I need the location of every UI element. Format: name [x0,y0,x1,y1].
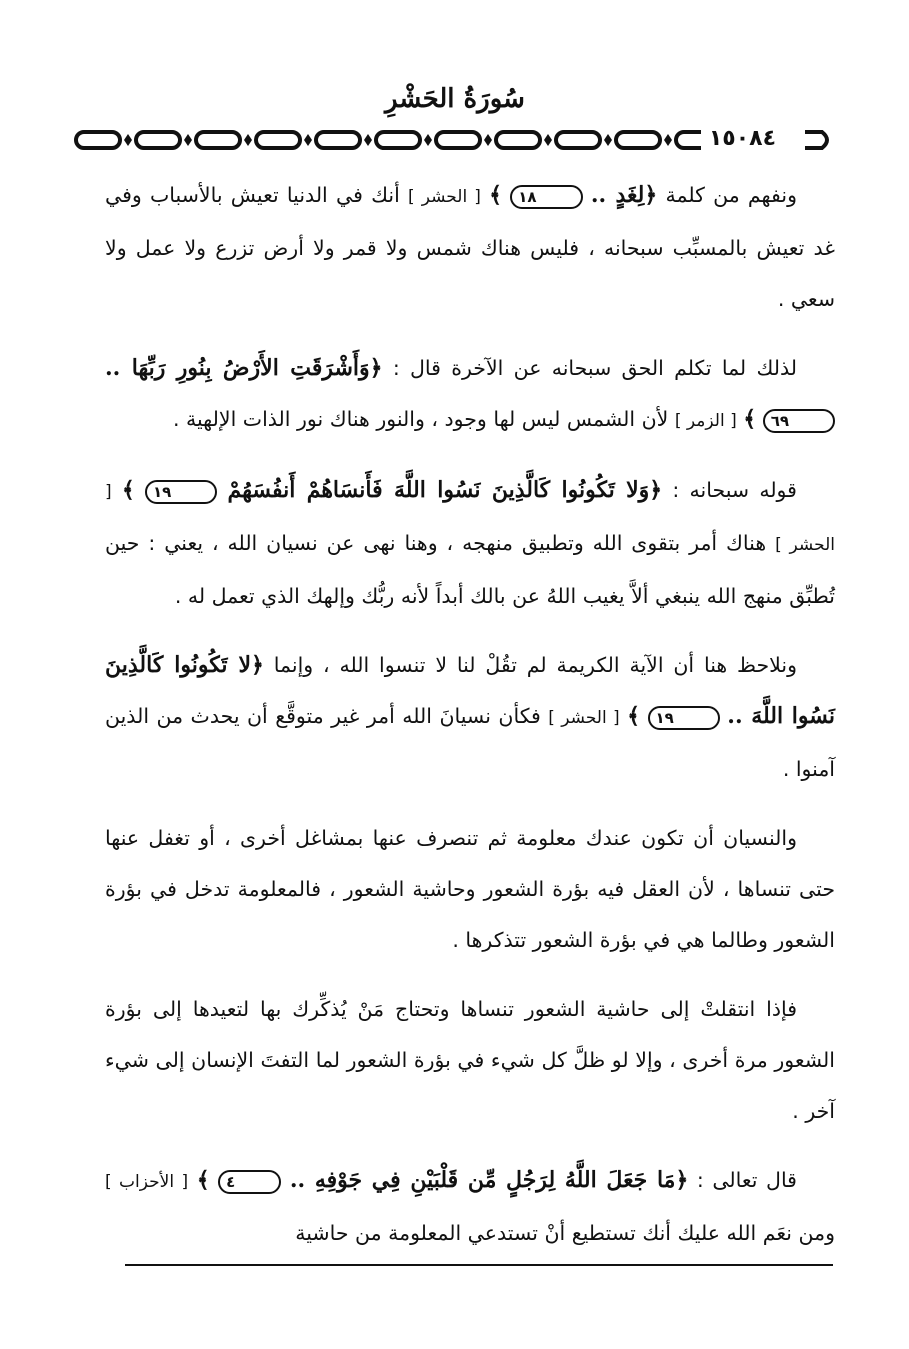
quran-verse: ﴿لِغَدٍ .. [590,182,658,208]
surah-reference: [ الأحزاب ] [105,1172,189,1192]
paragraph-text: فكأن نسيانَ الله أمر غير متوقَّع أن يحدث من الذين آمنوا . [105,704,835,781]
paragraph [105,170,835,325]
paragraph-text: ونلاحظ هنا أن الآية الكريمة لم تقُلْ لنا لا تنسوا الله ، وإنما [273,653,798,677]
quran-verse: ﴿لا تَكُونُوا كَالَّذِينَ نَسُوا اللَّهَ .. [105,652,835,729]
page-number: ١٥٠٨٤ [701,125,784,153]
bottom-divider [125,1264,833,1266]
verse-number: ١٩ [145,480,217,504]
paragraph [105,640,835,795]
verse-number: ١٩ [648,706,720,730]
surah-reference: [ الحشر ] [548,708,620,728]
quran-verse: ﴿وَأَشْرَقَتِ الأَرْضُ بِنُورِ رَبِّهَا .. [105,355,383,381]
quran-bracket: ﴾ [489,182,503,208]
verse-number: ٦٩ [763,409,835,433]
verse-number: ٤ [218,1170,281,1194]
paragraph-text: قوله سبحانه : [672,478,797,502]
quran-bracket: ﴾ [627,703,641,729]
surah-reference: [ الحشر ] [408,187,481,207]
paragraph-text: هناك أمر بتقوى الله وتطبيق منهجه ، وهنا نهى عن نسيان الله ، يعني : حين تُطبِّق منهج الله ينبغي ألاَّ يغيب اللهُ عن بالك أبداً لأنه ربُّك وإلهك الذي تعمل له . [105,531,835,608]
paragraph-text: والنسيان أن تكون عندك معلومة ثم تنصرف عنها بمشاغل أخرى ، أو تغفل عنها حتى تنساها ، لأن العقل فيه بؤرة الشعور وحاشية الشعور ، فالمعلومة تدخل في بؤرة الشعور وطالما هي في بؤرة الشعور تتذكرها . [105,826,835,952]
paragraph-text: ومن نعَم الله عليك أنك تستطيع أنْ تستدعي المعلومة من حاشية [295,1221,835,1245]
paragraph [105,465,835,622]
body-text [105,170,835,1277]
paragraph-text: ونفهم من كلمة [665,183,797,207]
page-header [70,70,840,160]
surah-title: سُورَةُ الحَشْرِ [385,84,525,114]
surah-reference: [ الحشر ] [105,482,835,555]
paragraph-text: أنك في الدنيا تعيش بالأسباب وفي غد تعيش بالمسبِّب سبحانه ، فليس هناك شمس ولا قمر ولا أرض تزرع ولا عمل ولا سعي . [105,183,835,311]
paragraph [105,813,835,966]
paragraph [105,1155,835,1259]
quran-verse: ﴿مَا جَعَلَ اللَّهُ لِرَجُلٍ مِّن قَلْبَيْنِ فِي جَوْفِهِ .. [289,1167,689,1193]
paragraph-text: فإذا انتقلتْ إلى حاشية الشعور تنساها وتحتاج مَنْ يُذكِّرك بها لتعيدها إلى بؤرة الشعور مرة أخرى ، وإلا لو ظلَّ كل شيء في بؤرة الشعور لما التفتَ الإنسان إلى شيء آخر . [105,997,835,1123]
ornament-border [70,122,840,158]
quran-verse: ﴿وَلا تَكُونُوا كَالَّذِينَ نَسُوا اللَّهَ فَأَنسَاهُمْ أَنفُسَهُمْ [227,477,663,503]
quran-bracket: ﴾ [196,1167,210,1193]
paragraph [105,343,835,447]
quran-bracket: ﴾ [121,477,135,503]
paragraph [105,984,835,1137]
verse-number: ١٨ [510,185,582,209]
quran-bracket: ﴾ [743,406,757,432]
paragraph-text: قال تعالى : [696,1168,797,1192]
paragraph-text: لأن الشمس ليس لها وجود ، والنور هناك نور الذات الإلهية . [172,407,669,431]
surah-reference: [ الزمر ] [674,411,737,431]
paragraph-text: لذلك لما تكلم الحق سبحانه عن الآخرة قال : [392,356,797,380]
